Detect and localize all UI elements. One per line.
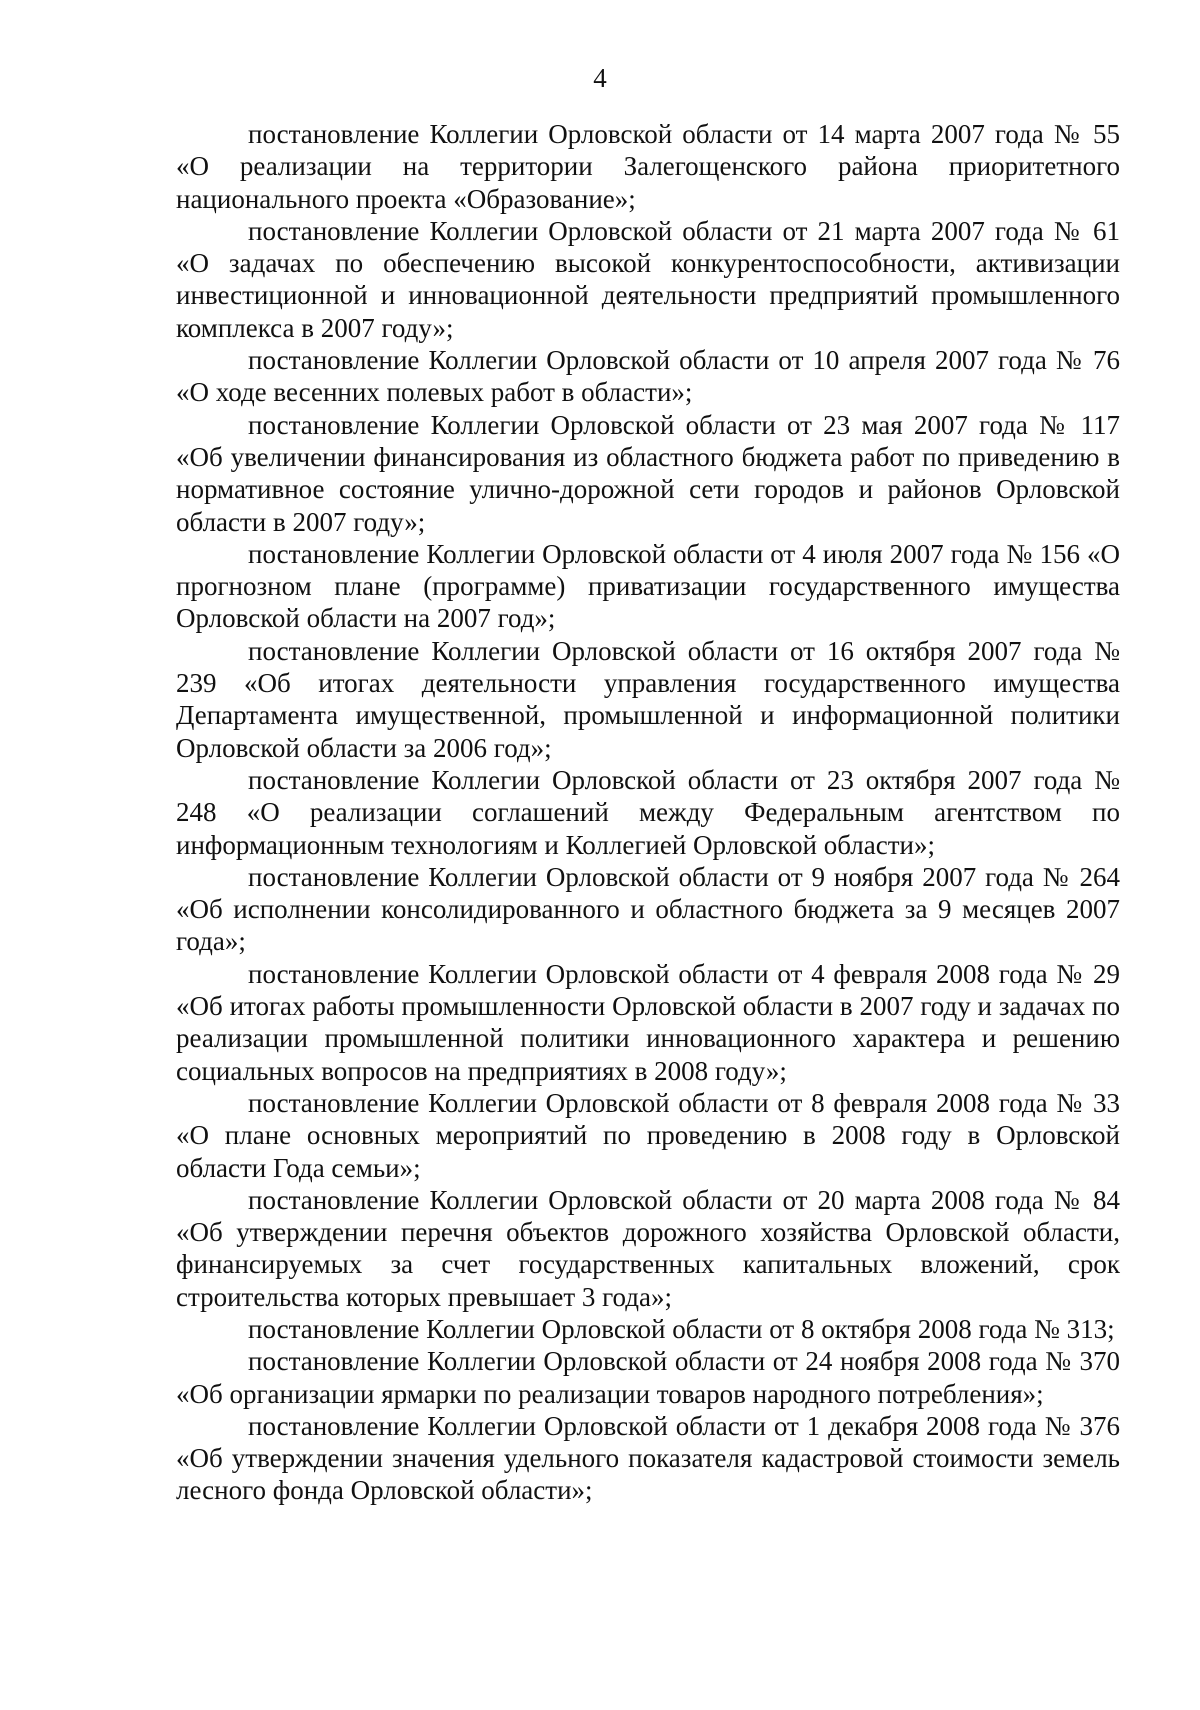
paragraph-1: постановление Коллегии Орловской области от 14 марта 2007 года № 55 «О реализации на территории Залегощенского района приоритетного национального проекта «Образование»;: [176, 119, 1120, 214]
paragraph-12: постановление Коллегии Орловской области от 8 октября 2008 года № 313;: [248, 1313, 1115, 1344]
paragraph-3: постановление Коллегии Орловской области от 10 апреля 2007 года № 76 «О ходе весенних полевых работ в области»;: [176, 345, 1120, 408]
paragraph-14: постановление Коллегии Орловской области от 1 декабря 2008 года № 376 «Об утверждении значения удельного показателя кадастровой стоимости земель лесного фонда Орловской области»;: [176, 1410, 1120, 1506]
paragraph-5: постановление Коллегии Орловской области от 4 июля 2007 года № 156 «О прогнозном плане (программе) приватизации государственного имущества Орловской области на 2007 год»;: [176, 538, 1120, 634]
paragraph-8: постановление Коллегии Орловской области от 9 ноября 2007 года № 264 «Об исполнении консолидированного и областного бюджета за 9 месяцев 2007 года»;: [176, 861, 1120, 957]
paragraph-4: постановление Коллегии Орловской области от 23 мая 2007 года № 117 «Об увеличении финансирования из областного бюджета работ по приведению в нормативное состояние улично-дорожной сети городов и районов Орловской области в 2007 году»;: [176, 409, 1120, 537]
paragraph-2: постановление Коллегии Орловской области от 21 марта 2007 года № 61 «О задачах по обеспечению высокой конкурентоспособности, активизации инвестиционной и инновационной деятельности предприятий промышленного комплекса в 2007 году»;: [176, 215, 1120, 343]
document-body: [176, 118, 1120, 1507]
paragraph-7: постановление Коллегии Орловской области от 23 октября 2007 года № 248 «О реализации соглашений между Федеральным агентством по информационным технологиям и Коллегией Орловской области»;: [176, 764, 1120, 860]
paragraph-13: постановление Коллегии Орловской области от 24 ноября 2008 года № 370 «Об организации ярмарки по реализации товаров народного потребления»;: [176, 1346, 1120, 1409]
paragraph-10: постановление Коллегии Орловской области от 8 февраля 2008 года № 33 «О плане основных мероприятий по проведению в 2008 году в Орловской области Года семьи»;: [176, 1087, 1120, 1183]
paragraph-6: постановление Коллегии Орловской области от 16 октября 2007 года № 239 «Об итогах деятельности управления государственного имущества Департамента имущественной, промышленной и информационной политики Орловской области за 2006 год»;: [176, 635, 1120, 763]
paragraph-11: постановление Коллегии Орловской области от 20 марта 2008 года № 84 «Об утверждении перечня объектов дорожного хозяйства Орловской области, финансируемых за счет государственных капитальных вложений, срок строительства которых превышает 3 года»;: [176, 1184, 1120, 1312]
page-number: 4: [593, 63, 607, 93]
paragraph-9: постановление Коллегии Орловской области от 4 февраля 2008 года № 29 «Об итогах работы промышленности Орловской области в 2007 году и задачах по реализации промышленной политики инновационного характера и решению социальных вопросов на предприятиях в 2008 году»;: [176, 958, 1120, 1086]
